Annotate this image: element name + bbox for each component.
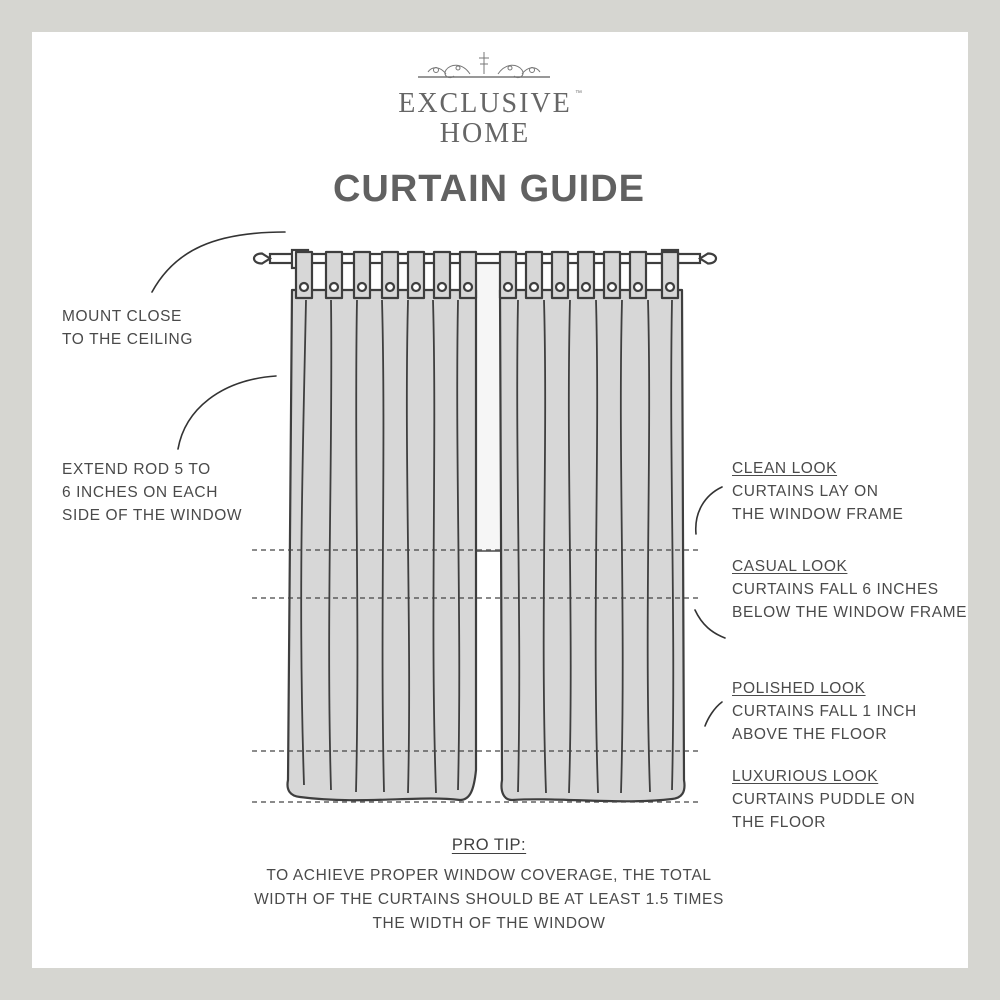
mount-close-note: MOUNT CLOSE TO THE CEILING bbox=[62, 308, 193, 348]
luxurious-look-note: LUXURIOUS LOOK CURTAINS PUDDLE ON THE FLOOR bbox=[732, 765, 915, 834]
casual-look-heading: CASUAL LOOK bbox=[732, 558, 848, 575]
brand-name-line1: EXCLUSIVE bbox=[398, 88, 572, 119]
clean-callout-curve bbox=[696, 487, 722, 534]
polished-look-heading: POLISHED LOOK bbox=[732, 680, 866, 697]
extend-rod-note: EXTEND ROD 5 TO 6 INCHES ON EACH SIDE OF THE WINDOW bbox=[62, 461, 243, 524]
clean-look-heading: CLEAN LOOK bbox=[732, 460, 838, 477]
clean-look-note: CLEAN LOOK CURTAINS LAY ON THE WINDOW FRAME bbox=[732, 457, 903, 526]
right-curtain-panel bbox=[500, 252, 685, 801]
pro-tip-heading: PRO TIP: bbox=[451, 836, 527, 854]
casual-callout-curve bbox=[695, 610, 725, 638]
polished-look-note: POLISHED LOOK CURTAINS FALL 1 INCH ABOVE THE FLOOR bbox=[732, 677, 917, 746]
pro-tip-text: TO ACHIEVE PROPER WINDOW COVERAGE, THE TOTAL WIDTH OF THE CURTAINS SHOULD BE AT LEAST 1.5 TIMES THE WIDTH OF THE WINDOW bbox=[254, 867, 724, 932]
casual-look-note: CASUAL LOOK CURTAINS FALL 6 INCHES BELOW THE WINDOW FRAME bbox=[732, 555, 967, 624]
brand-name-line2: HOME bbox=[439, 118, 531, 149]
brand-ornament bbox=[418, 52, 550, 78]
trademark-mark: ™ bbox=[575, 90, 582, 97]
luxurious-look-heading: LUXURIOUS LOOK bbox=[732, 768, 879, 785]
left-curtain-panel bbox=[288, 252, 477, 800]
page-title: CURTAIN GUIDE bbox=[332, 168, 646, 210]
rod-callout-curve bbox=[178, 376, 276, 449]
polished-callout-curve bbox=[705, 702, 722, 726]
